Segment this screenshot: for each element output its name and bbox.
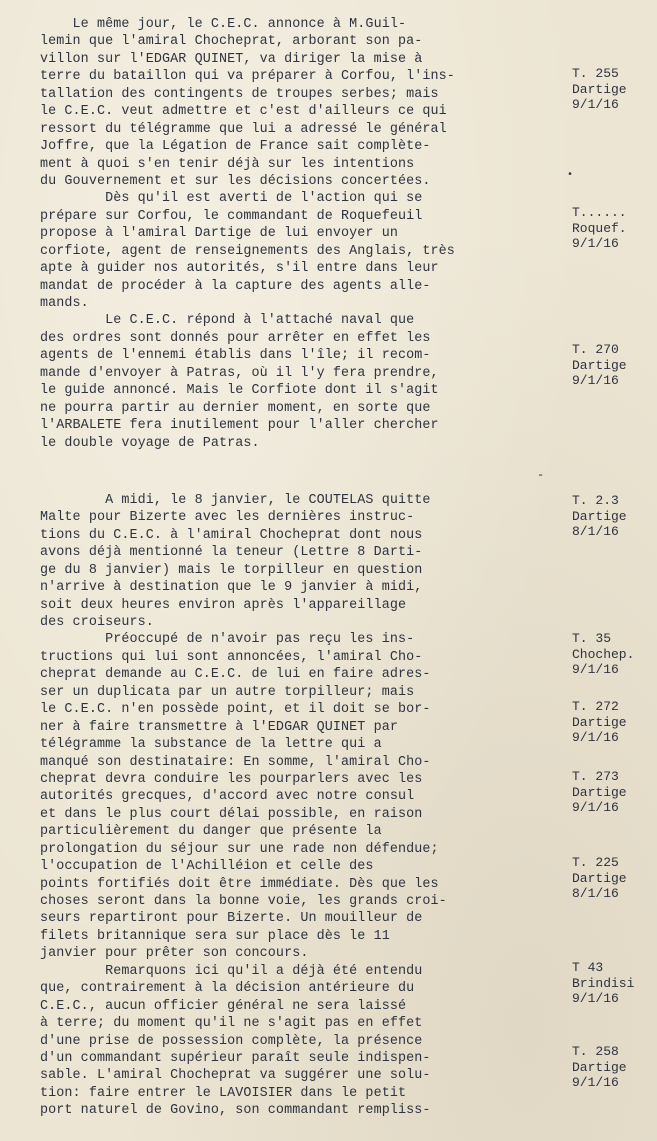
paragraph-6 (40, 963, 568, 1120)
text-line: sable. L'amiral Chocheprat va suggérer une solu- (40, 1068, 431, 1084)
text-line: Dès qu'il est averti de l'action qui se (40, 191, 423, 207)
text-line: autorités grecques, d'accord avec notre consul (40, 789, 415, 805)
paragraph-2 (40, 190, 568, 312)
margin-note-t43: T 43 Brindisi 9/1/16 (572, 960, 635, 1006)
text-line: points fortifiés doit être immédiate. Dès que les (40, 876, 439, 892)
text-line: seurs repartiront pour Bizerte. Un mouilleur de (40, 911, 423, 927)
text-line: Joffre, que la Légation de France sait complète- (40, 139, 431, 155)
margin-note-t258: T. 258 Dartige 9/1/16 (572, 1044, 627, 1090)
text-line: particulièrement du danger que présente la (40, 824, 382, 840)
text-line: C.E.C., aucun officier général ne sera laissé (40, 998, 407, 1014)
text-line: propose à l'amiral Dartige de lui envoyer un (40, 226, 398, 242)
text-line: choses seront dans la bonne voie, les grands croi- (40, 894, 447, 909)
text-line: tions du C.E.C. à l'amiral Chocheprat dont nous (40, 527, 423, 543)
margin-note-t35: T. 35 Chochep. 9/1/16 (572, 631, 635, 677)
text-line: Préoccupé de n'avoir pas reçu les ins- (40, 632, 415, 648)
separator-dash: - (537, 468, 545, 482)
margin-note-t273: T. 273 Dartige 9/1/16 (572, 769, 627, 815)
text-line: prolongation du séjour sur une rade non défendue; (40, 841, 439, 857)
text-line: filets britannique sera sur place dès le 11 (40, 928, 390, 944)
text-line: ressort du télégramme que lui a adressé le général (40, 121, 447, 137)
text-line: n'arrive à destination que le 9 janvier à midi, (40, 580, 423, 596)
text-line: tallation des contingents de troupes serbes; mais (40, 86, 439, 102)
text-line: Le C.E.C. répond à l'attaché naval que (40, 313, 415, 329)
paragraph-1 (40, 16, 568, 190)
text-line: A midi, le 8 janvier, le COUTELAS quitte (40, 492, 431, 508)
text-line: lemin que l'amiral Chocheprat, arborant son pa- (40, 34, 423, 50)
text-line: le double voyage de Patras. (40, 435, 260, 451)
text-line: port naturel de Govino, son commandant rempliss- (40, 1103, 431, 1119)
text-line: prépare sur Corfou, le commandant de Roquefeuil (40, 208, 423, 224)
text-line: cheprat demande au C.E.C. de lui en faire adres- (40, 667, 431, 683)
margin-note-t225: T. 225 Dartige 8/1/16 (572, 855, 627, 901)
text-line: corfiote, agent de renseignements des Anglais, très (40, 243, 455, 259)
text-line: janvier pour prêter son concours. (40, 946, 309, 962)
text-line: l'ARBALETE fera inutilement pour l'aller chercher (40, 418, 439, 434)
text-line: d'un commandant supérieur paraît seule indispen- (40, 1050, 431, 1066)
margin-note-t270: T. 270 Dartige 9/1/16 (572, 342, 627, 388)
text-line: des croiseurs. (40, 615, 154, 630)
text-line: cheprat devra conduire les pourparlers avec les (40, 771, 423, 787)
text-line: tion: faire entrer le LAVOISIER dans le petit (40, 1085, 407, 1101)
paragraph-3 (40, 312, 568, 452)
text-line: l'occupation de l'Achilléion et celle des (40, 859, 374, 875)
paragraph-4 (40, 492, 568, 632)
text-line: apte à guider nos autorités, s'il entre dans leur (40, 261, 439, 277)
text-line: villon sur l'EDGAR QUINET, va diriger la mise à (40, 51, 423, 67)
text-line: Malte pour Bizerte avec les dernières instruc- (40, 510, 415, 526)
margin-note-t272: T. 272 Dartige 9/1/16 (572, 699, 627, 745)
text-line: avons déjà mentionné la teneur (Lettre 8 Darti- (40, 545, 423, 561)
text-line: des ordres sont donnés pour arrêter en effet les (40, 330, 431, 346)
text-line: ge du 8 janvier) mais le torpilleur en question (40, 562, 423, 578)
text-line: le C.E.C. veut admettre et c'est d'ailleurs ce qui (40, 104, 447, 120)
paragraph-5 (40, 631, 568, 962)
margin-note-t233: T. 2.3 Dartige 8/1/16 (572, 493, 627, 539)
text-line: le guide annoncé. Mais le Corfiote dont il s'agit (40, 383, 439, 399)
text-line: d'une prise de possession complète, la présence (40, 1033, 423, 1049)
text-line: Remarquons ici qu'il a déjà été entendu (40, 963, 423, 979)
text-line: manqué son destinataire: En somme, l'amiral Cho- (40, 754, 431, 770)
text-line: soit deux heures environ après l'appareillage (40, 597, 407, 613)
text-line: tructions qui lui sont annoncées, l'amiral Cho- (40, 649, 423, 665)
text-line: ment à quoi s'en tenir déjà sur les intentions (40, 156, 415, 172)
text-line: agents de l'ennemi établis dans l'île; il recom- (40, 348, 431, 364)
margin-note-roquef: T...... Roquef. 9/1/16 (572, 205, 627, 251)
body-text (40, 16, 568, 1120)
margin-note-t255: T. 255 Dartige 9/1/16 (572, 66, 627, 112)
text-line: terre du bataillon qui va préparer à Corfou, l'ins- (40, 69, 455, 85)
text-line: que, contrairement à la décision antérieure du (40, 981, 415, 997)
text-line: ne pourra partir au dernier moment, en sorte que (40, 400, 431, 416)
text-line: le C.E.C. n'en possède point, et il doit se bor- (40, 702, 431, 718)
text-line: mandat de procéder à la capture des agents alle- (40, 278, 431, 294)
text-line: télégramme la substance de la lettre qui a (40, 737, 382, 753)
text-line: mands. (40, 296, 89, 311)
text-line: mande d'envoyer à Patras, où il l'y fera prendre, (40, 365, 439, 381)
margin-bullet: • (567, 170, 574, 181)
text-line: et dans le plus court délai possible, en raison (40, 806, 423, 822)
text-line: ner à faire transmettre à l'EDGAR QUINET par (40, 719, 398, 735)
text-line: à terre; du moment qu'il ne s'agit pas en effet (40, 1016, 423, 1032)
text-line: Le même jour, le C.E.C. annonce à M.Guil- (40, 17, 407, 32)
text-line: ser un duplicata par un autre torpilleur; mais (40, 684, 415, 700)
text-line: du Gouvernement et sur les décisions concertées. (40, 173, 431, 189)
section-gap (40, 452, 568, 492)
